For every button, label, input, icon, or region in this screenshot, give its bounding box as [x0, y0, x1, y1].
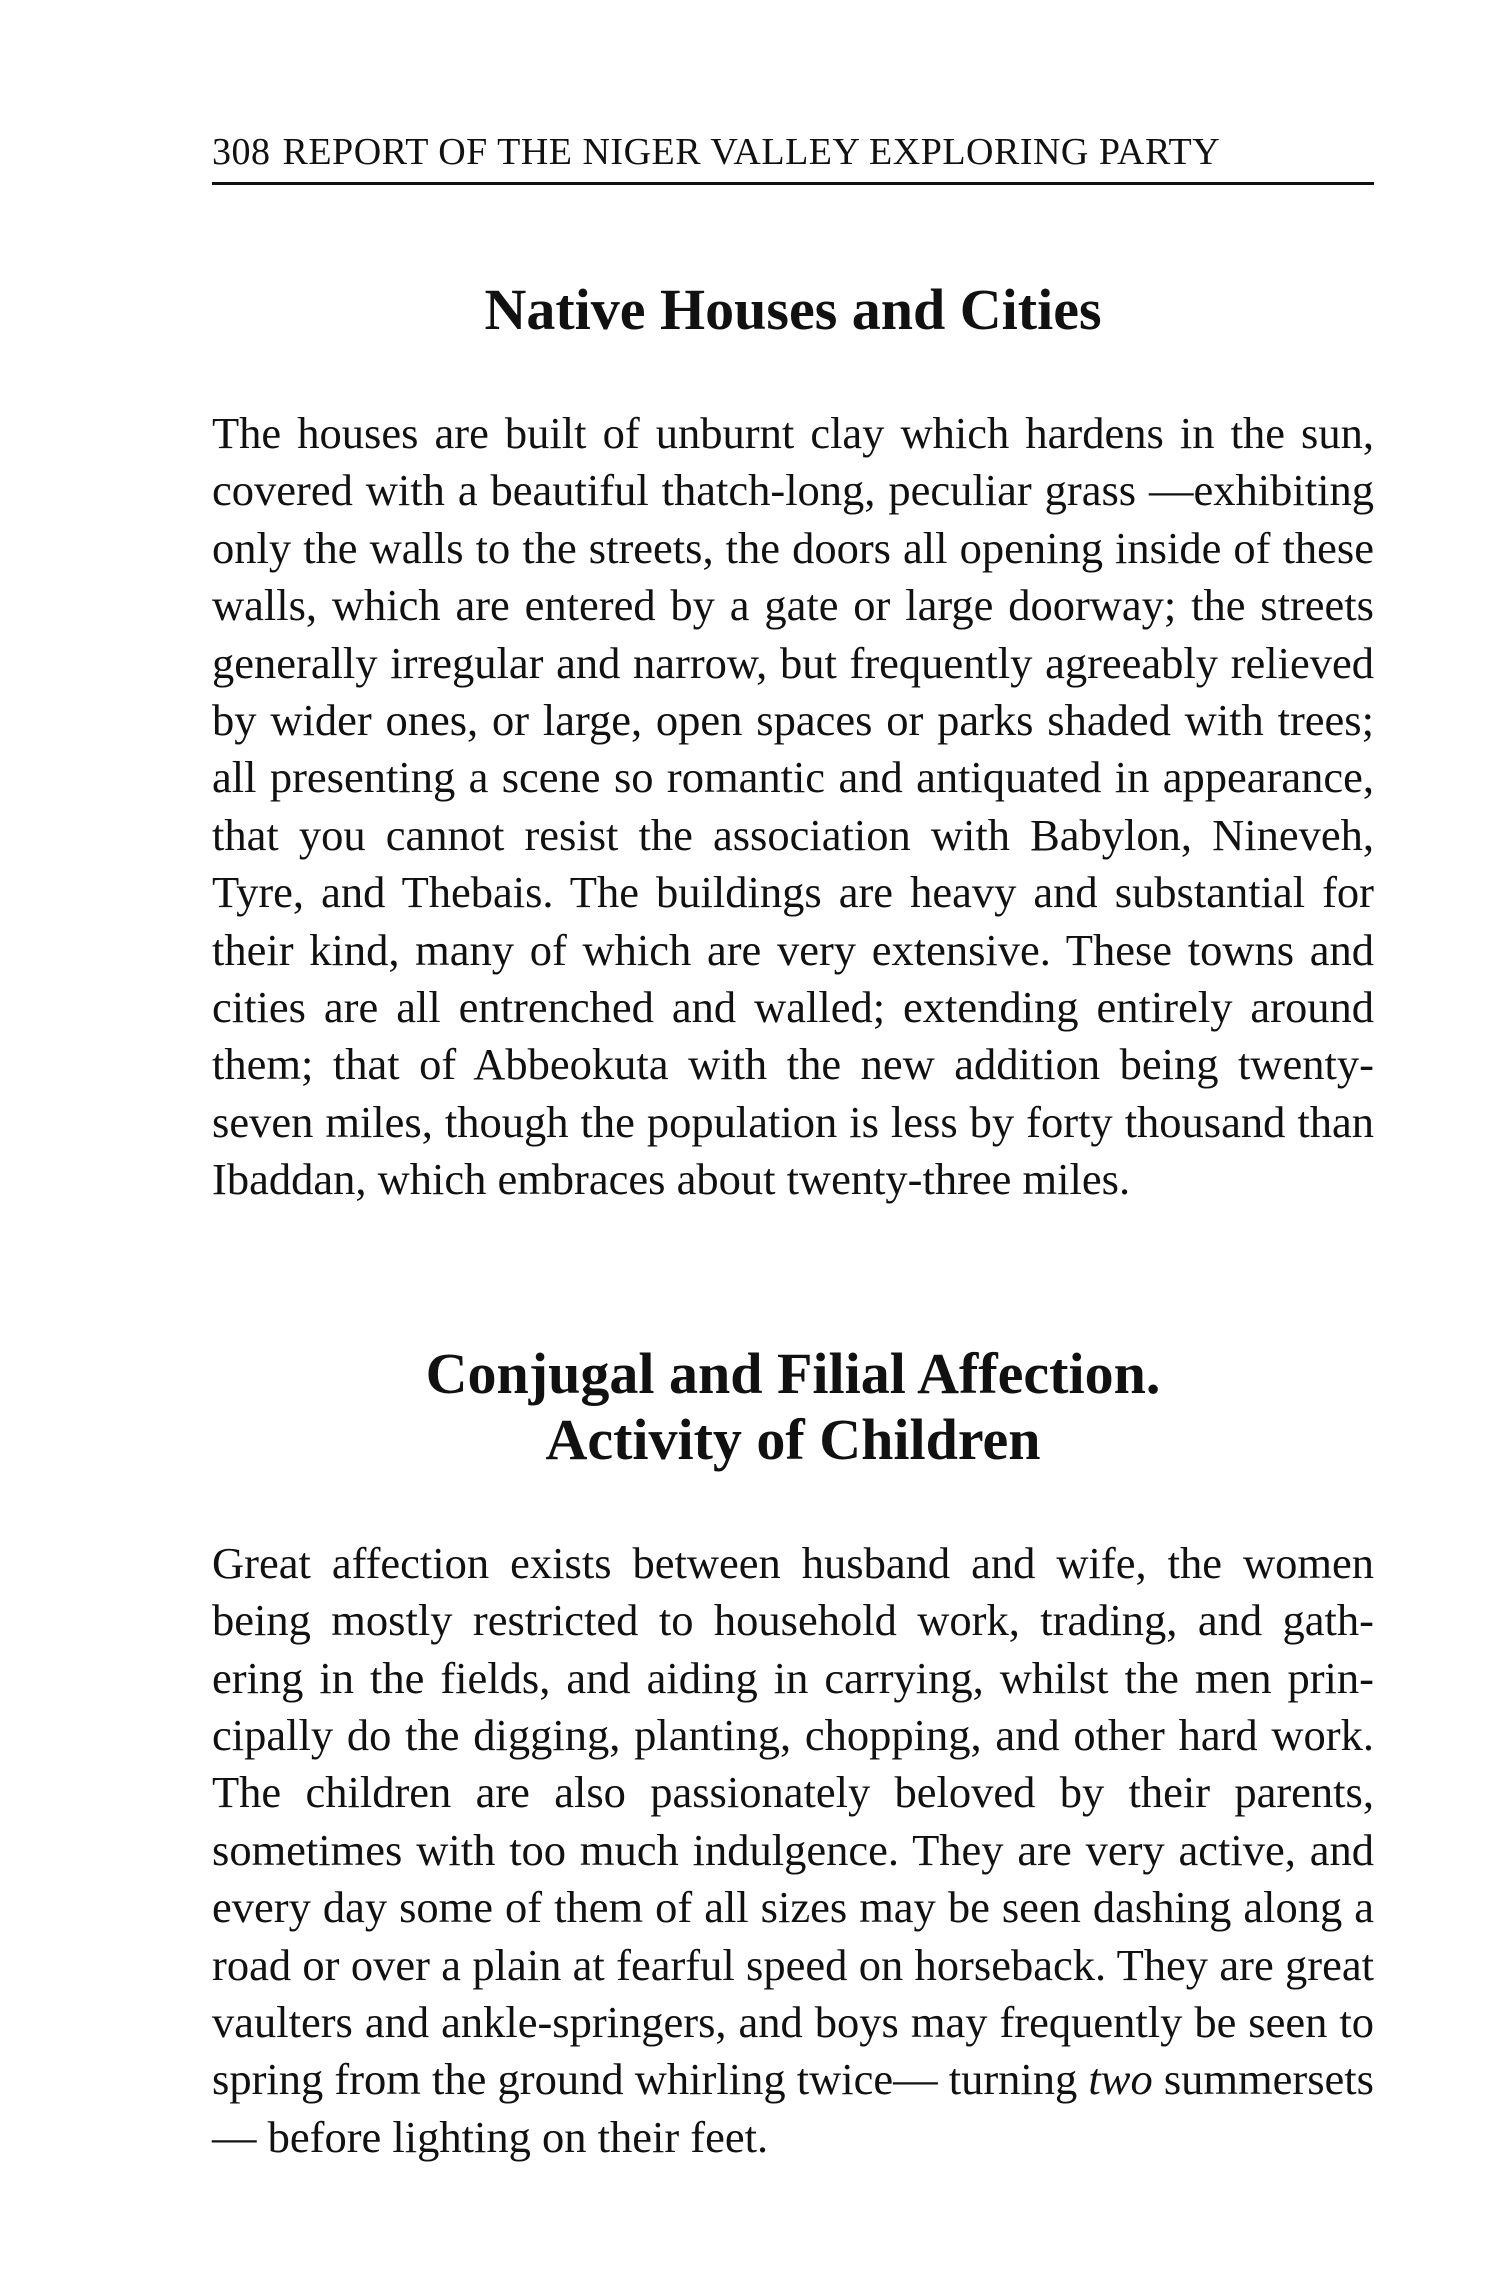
document-page: [212, 130, 1374, 2166]
page-number: 308: [212, 131, 271, 173]
section-heading-line-1: Conjugal and Filial Affection.: [425, 1340, 1161, 1406]
section-heading-line-2: Activity of Children: [545, 1406, 1041, 1472]
section-heading-native-houses: Native Houses and Cities: [484, 277, 1102, 342]
paragraph-conjugal-affection: [212, 1535, 1374, 2166]
italic-word: two: [1088, 2054, 1153, 2105]
running-head: [212, 130, 1374, 185]
paragraph-native-houses: The houses are built of unburnt clay which hardens in the sun, covered with a beautiful thatch-long, peculiar grass —exhibiting only the walls to the streets, the doors all opening inside of these walls, which are entered by a gate or large doorway; the streets generally irregular and narrow, but frequently agreeably relieved by wider ones, or large, open spaces or parks shaded with trees; all presenting a scene so romantic and antiquated in appearance, that you cannot resist the association with Babylon, Nineveh, Tyre, and Thebais. The buildings are heavy and substantial for their kind, many of which are very extensive. These towns and cities are all entrenched and walled; extending entirely around them; that of Abbeokuta with the new addition being twenty-seven miles, though the population is less by forty thousand than Ibaddan, which embraces about twenty-three miles.: [212, 408, 1374, 1205]
section-heading-conjugal-affection: [212, 1341, 1374, 1473]
running-head-title: REPORT OF THE NIGER VALLEY EXPLORING PARTY: [282, 131, 1221, 173]
paragraph-text-part-2: summersets— before lighting on their feet.: [212, 2054, 1374, 2162]
paragraph-text-part-1: Great affection exists between husband and wife, the women being mostly restricted to household work, trading, and gathering in the fields, and aiding in carrying, whilst the men principally do the digging, planting, chopping, and other hard work. The children are also passionately beloved by their parents, sometimes with too much indulgence. They are very active, and every day some of them of all sizes may be seen dashing along a road or over a plain at fearful speed on horseback. They are great vaulters and ankle-springers, and boys may frequently be seen to spring from the ground whirling twice— turning: [212, 1537, 1374, 2105]
